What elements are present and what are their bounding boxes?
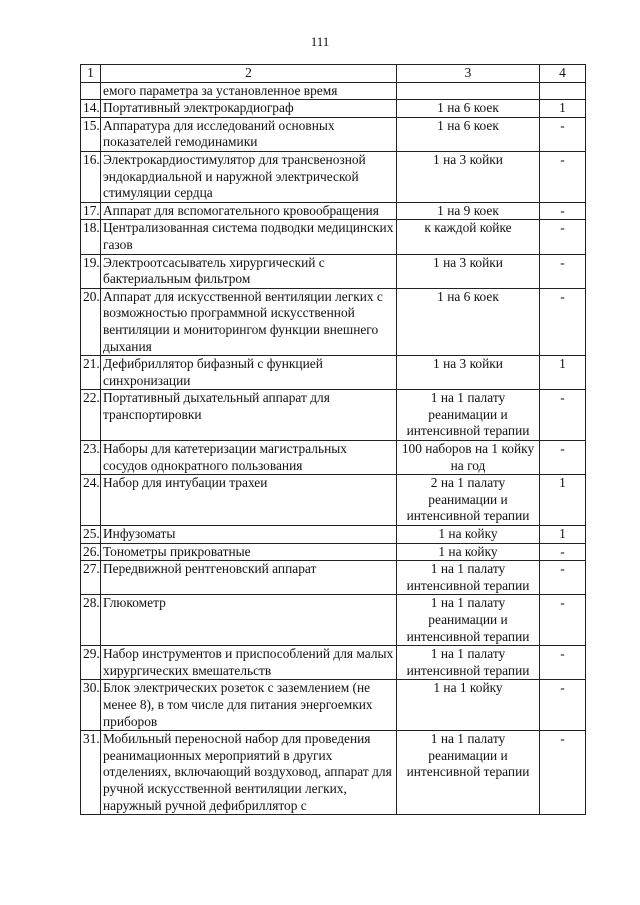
- table-row: [81, 100, 586, 118]
- equipment-name-cell: Аппарат для искусственной вентиляции легких с возможностью программной искусственной вентиляции и мониторингом функции внешнего дыхания: [101, 288, 397, 355]
- table-row: [81, 475, 586, 526]
- table-row: [81, 288, 586, 355]
- equipment-table: [80, 64, 586, 815]
- row-number-cell: 24.: [81, 475, 101, 526]
- quantity-norm-cell: 1 на койку: [397, 543, 540, 561]
- equipment-name-cell: Мобильный переносной набор для проведения реанимационных мероприятий в других отделениях, включающий воздуховод, аппарат для ручной искусственной вентиляции легких, наружный ручной дефибриллятор с: [101, 731, 397, 815]
- quantity-norm-cell: 1 на 3 койки: [397, 356, 540, 390]
- additional-quantity-cell: 1: [540, 526, 586, 544]
- header-cell: 1: [81, 65, 101, 83]
- row-number-cell: 21.: [81, 356, 101, 390]
- table-row: [81, 680, 586, 731]
- row-number-cell: 25.: [81, 526, 101, 544]
- table-row: [81, 254, 586, 288]
- additional-quantity-cell: [540, 82, 586, 100]
- row-number-cell: 28.: [81, 595, 101, 646]
- equipment-name-cell: Аппаратура для исследований основных показателей гемодинамики: [101, 117, 397, 151]
- table-row: [81, 441, 586, 475]
- additional-quantity-cell: -: [540, 595, 586, 646]
- header-cell: 3: [397, 65, 540, 83]
- row-number-cell: 22.: [81, 390, 101, 441]
- quantity-norm-cell: 1 на 6 коек: [397, 100, 540, 118]
- table-header-row: [81, 65, 586, 83]
- quantity-norm-cell: [397, 82, 540, 100]
- equipment-name-cell: Портативный дыхательный аппарат для транспортировки: [101, 390, 397, 441]
- additional-quantity-cell: -: [540, 646, 586, 680]
- quantity-norm-cell: 100 наборов на 1 койку на год: [397, 441, 540, 475]
- row-number-cell: 17.: [81, 202, 101, 220]
- equipment-name-cell: Инфузоматы: [101, 526, 397, 544]
- additional-quantity-cell: -: [540, 220, 586, 254]
- row-number-cell: 23.: [81, 441, 101, 475]
- table-row: [81, 82, 586, 100]
- table-row: [81, 220, 586, 254]
- row-number-cell: 31.: [81, 731, 101, 815]
- quantity-norm-cell: 2 на 1 палату реанимации и интенсивной терапии: [397, 475, 540, 526]
- table-row: [81, 356, 586, 390]
- equipment-name-cell: Централизованная система подводки медицинских газов: [101, 220, 397, 254]
- quantity-norm-cell: 1 на 9 коек: [397, 202, 540, 220]
- table-row: [81, 202, 586, 220]
- table-row: [81, 526, 586, 544]
- table-row: [81, 595, 586, 646]
- row-number-cell: 19.: [81, 254, 101, 288]
- header-cell: 4: [540, 65, 586, 83]
- row-number-cell: 29.: [81, 646, 101, 680]
- equipment-name-cell: емого параметра за установленное время: [101, 82, 397, 100]
- equipment-name-cell: Блок электрических розеток с заземлением (не менее 8), в том числе для питания энергоемких приборов: [101, 680, 397, 731]
- page-number: 111: [310, 34, 330, 49]
- equipment-name-cell: Глюкометр: [101, 595, 397, 646]
- quantity-norm-cell: 1 на койку: [397, 526, 540, 544]
- quantity-norm-cell: 1 на 1 койку: [397, 680, 540, 731]
- equipment-name-cell: Портативный электрокардиограф: [101, 100, 397, 118]
- additional-quantity-cell: 1: [540, 475, 586, 526]
- quantity-norm-cell: 1 на 1 палату интенсивной терапии: [397, 646, 540, 680]
- table-row: [81, 731, 586, 815]
- equipment-name-cell: Электроотсасыватель хирургический с бактериальным фильтром: [101, 254, 397, 288]
- equipment-name-cell: Наборы для катетеризации магистральных сосудов однократного пользования: [101, 441, 397, 475]
- additional-quantity-cell: -: [540, 390, 586, 441]
- additional-quantity-cell: -: [540, 731, 586, 815]
- additional-quantity-cell: -: [540, 441, 586, 475]
- quantity-norm-cell: 1 на 6 коек: [397, 288, 540, 355]
- equipment-name-cell: Аппарат для вспомогательного кровообращения: [101, 202, 397, 220]
- row-number-cell: [81, 82, 101, 100]
- row-number-cell: 15.: [81, 117, 101, 151]
- row-number-cell: 18.: [81, 220, 101, 254]
- additional-quantity-cell: -: [540, 680, 586, 731]
- quantity-norm-cell: 1 на 3 койки: [397, 254, 540, 288]
- quantity-norm-cell: 1 на 6 коек: [397, 117, 540, 151]
- additional-quantity-cell: 1: [540, 356, 586, 390]
- quantity-norm-cell: 1 на 1 палату реанимации и интенсивной терапии: [397, 595, 540, 646]
- table-row: [81, 543, 586, 561]
- table-row: [81, 390, 586, 441]
- additional-quantity-cell: -: [540, 117, 586, 151]
- table-row: [81, 646, 586, 680]
- equipment-name-cell: Электрокардиостимулятор для трансвенозной эндокардиальной и наружной электрической стимуляции сердца: [101, 151, 397, 202]
- quantity-norm-cell: 1 на 1 палату реанимации и интенсивной терапии: [397, 731, 540, 815]
- table-row: [81, 151, 586, 202]
- quantity-norm-cell: 1 на 1 палату реанимации и интенсивной терапии: [397, 390, 540, 441]
- row-number-cell: 14.: [81, 100, 101, 118]
- equipment-name-cell: Тонометры прикроватные: [101, 543, 397, 561]
- additional-quantity-cell: -: [540, 151, 586, 202]
- row-number-cell: 16.: [81, 151, 101, 202]
- additional-quantity-cell: 1: [540, 100, 586, 118]
- quantity-norm-cell: к каждой койке: [397, 220, 540, 254]
- quantity-norm-cell: 1 на 1 палату интенсивной терапии: [397, 561, 540, 595]
- table-row: [81, 561, 586, 595]
- row-number-cell: 20.: [81, 288, 101, 355]
- additional-quantity-cell: -: [540, 288, 586, 355]
- equipment-name-cell: Набор для интубации трахеи: [101, 475, 397, 526]
- equipment-name-cell: Передвижной рентгеновский аппарат: [101, 561, 397, 595]
- additional-quantity-cell: -: [540, 254, 586, 288]
- additional-quantity-cell: -: [540, 543, 586, 561]
- row-number-cell: 26.: [81, 543, 101, 561]
- table-row: [81, 117, 586, 151]
- additional-quantity-cell: -: [540, 561, 586, 595]
- row-number-cell: 27.: [81, 561, 101, 595]
- quantity-norm-cell: 1 на 3 койки: [397, 151, 540, 202]
- row-number-cell: 30.: [81, 680, 101, 731]
- header-cell: 2: [101, 65, 397, 83]
- equipment-name-cell: Дефибриллятор бифазный с функцией синхронизации: [101, 356, 397, 390]
- additional-quantity-cell: -: [540, 202, 586, 220]
- equipment-name-cell: Набор инструментов и приспособлений для малых хирургических вмешательств: [101, 646, 397, 680]
